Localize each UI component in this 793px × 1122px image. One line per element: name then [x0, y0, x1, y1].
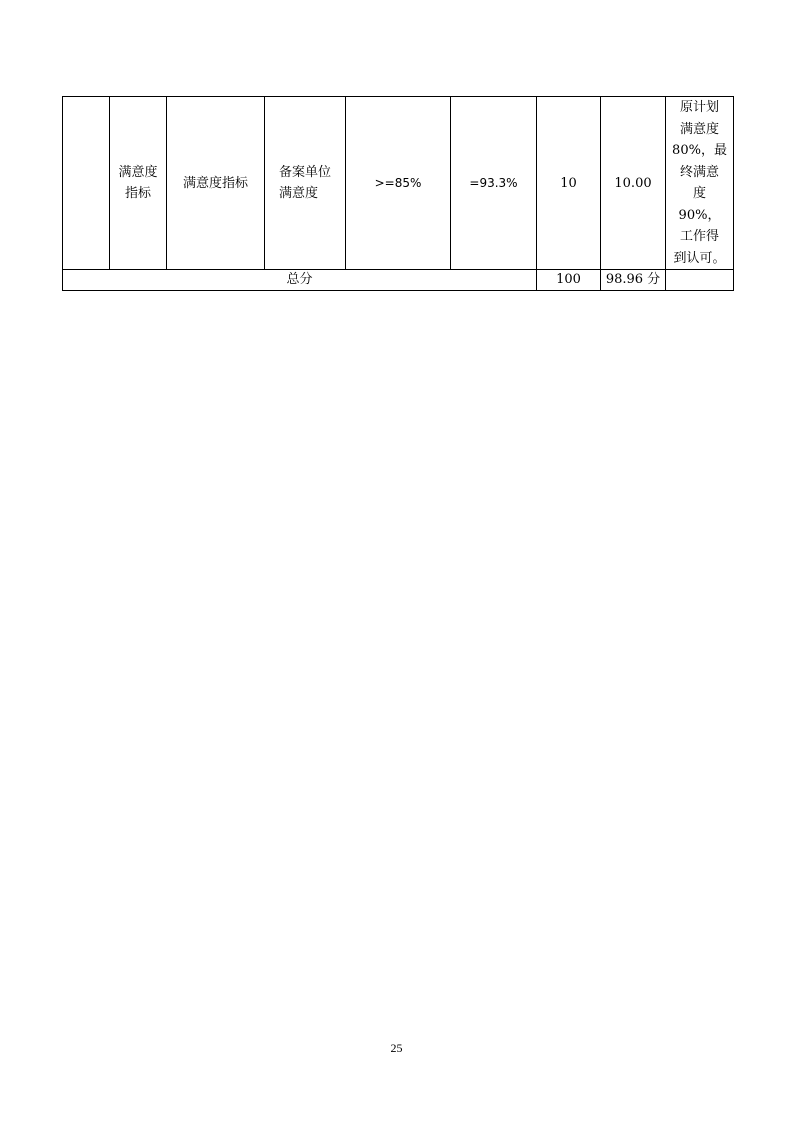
level3-indicator-cell: 满意度指标 [167, 97, 265, 270]
level1-indicator-cell [63, 97, 110, 270]
table-row [63, 97, 734, 270]
score-cell: 10.00 [601, 97, 666, 270]
indicator-name-cell: 备案单位 满意度 [265, 97, 346, 270]
total-weight-cell: 100 [537, 270, 601, 291]
weight-cell: 10 [537, 97, 601, 270]
total-remark-cell [666, 270, 734, 291]
total-row [63, 270, 734, 291]
level2-indicator-cell: 满意度 指标 [110, 97, 167, 270]
performance-table [62, 96, 734, 291]
total-score-cell: 98.96 分 [601, 270, 666, 291]
total-label-cell: 总分 [63, 270, 537, 291]
remark-cell: 原计划 满意度 80%，最 终满意 度 90%， 工作得 到认可。 [666, 97, 734, 270]
page-number: 25 [390, 1041, 403, 1055]
target-value-cell: >=85% [346, 97, 451, 270]
actual-value-cell: =93.3% [451, 97, 537, 270]
